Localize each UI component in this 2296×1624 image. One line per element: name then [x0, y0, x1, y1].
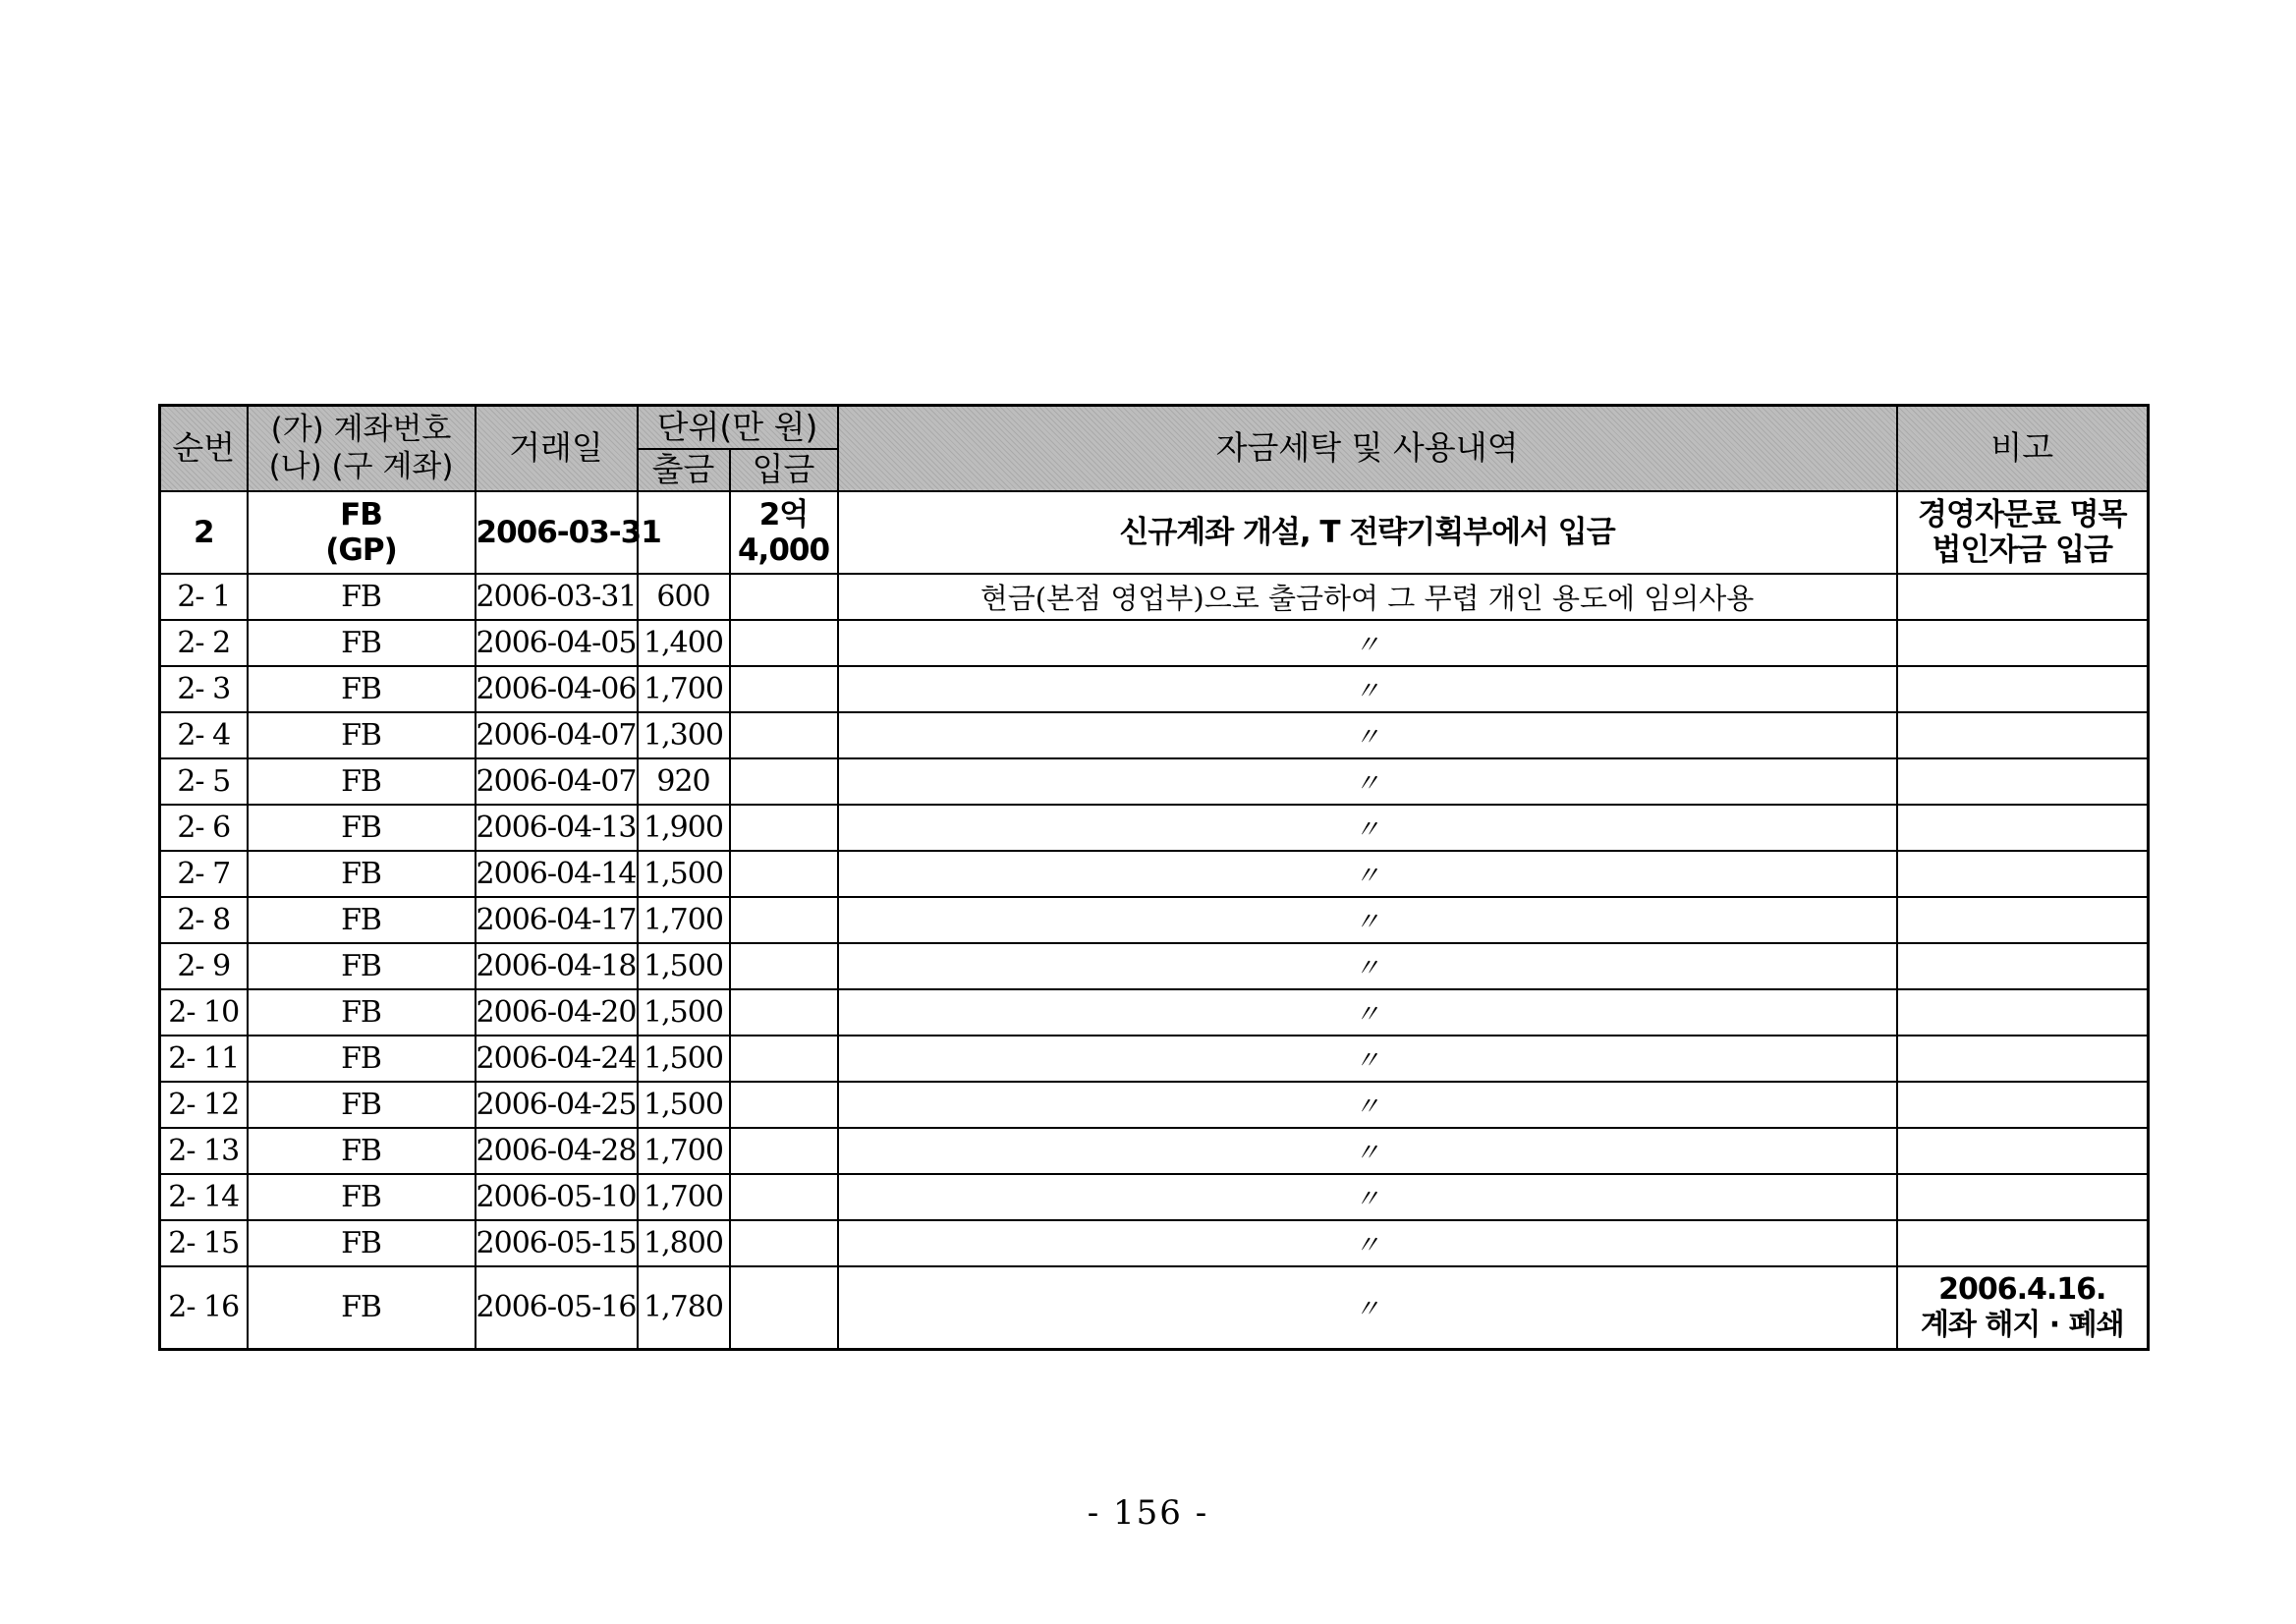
row-date: 2006-04-07 — [476, 758, 638, 805]
row-account: FB — [248, 1082, 476, 1128]
main-note-line1: 경영자문료 명목 — [1918, 496, 2127, 532]
row-note — [1897, 666, 2149, 712]
row-account: FB — [248, 620, 476, 666]
row-note — [1897, 897, 2149, 943]
row-date: 2006-04-14 — [476, 851, 638, 897]
row-note — [1897, 1036, 2149, 1082]
row-note-line2: 계좌 해지 · 폐쇄 — [1920, 1307, 2124, 1342]
row-description — [838, 712, 1897, 758]
row-withdraw: 1,700 — [638, 897, 730, 943]
ditto-mark: 〃 — [1354, 1045, 1380, 1076]
row-withdraw: 1,500 — [638, 851, 730, 897]
row-note — [1897, 1220, 2149, 1266]
main-date: 2006-03-31 — [476, 491, 638, 574]
row-note — [1897, 712, 2149, 758]
main-row — [160, 491, 2149, 574]
row-seq: 2- 5 — [160, 758, 248, 805]
row-description — [838, 1174, 1897, 1220]
row-date: 2006-04-05 — [476, 620, 638, 666]
row-description — [838, 1036, 1897, 1082]
row-withdraw: 1,780 — [638, 1266, 730, 1350]
row-seq: 2- 4 — [160, 712, 248, 758]
row-withdraw: 1,700 — [638, 1128, 730, 1174]
row-seq: 2- 14 — [160, 1174, 248, 1220]
table-row — [160, 712, 2149, 758]
row-seq: 2- 8 — [160, 897, 248, 943]
row-note — [1897, 574, 2149, 620]
row-withdraw: 1,800 — [638, 1220, 730, 1266]
ditto-mark: 〃 — [1354, 999, 1380, 1030]
row-description — [838, 897, 1897, 943]
row-date: 2006-05-16 — [476, 1266, 638, 1350]
row-seq: 2- 13 — [160, 1128, 248, 1174]
row-note — [1897, 989, 2149, 1036]
row-date: 2006-05-10 — [476, 1174, 638, 1220]
row-date: 2006-04-13 — [476, 805, 638, 851]
ditto-mark: 〃 — [1354, 1138, 1380, 1168]
row-withdraw: 1,900 — [638, 805, 730, 851]
table-row — [160, 1220, 2149, 1266]
row-account: FB — [248, 897, 476, 943]
row-date: 2006-04-24 — [476, 1036, 638, 1082]
row-note — [1897, 1082, 2149, 1128]
row-description — [838, 851, 1897, 897]
table-row — [160, 1174, 2149, 1220]
row-note — [1897, 1174, 2149, 1220]
header-account-line1: (가) 계좌번호 — [270, 412, 452, 448]
row-note — [1897, 758, 2149, 805]
row-deposit — [730, 620, 838, 666]
row-account: FB — [248, 574, 476, 620]
row-note — [1897, 805, 2149, 851]
row-account: FB — [248, 712, 476, 758]
row-description — [838, 758, 1897, 805]
main-deposit-line2: 4,000 — [737, 532, 830, 568]
table-row — [160, 943, 2149, 989]
row-description — [838, 1220, 1897, 1266]
ditto-mark: 〃 — [1354, 814, 1380, 845]
ditto-mark: 〃 — [1354, 907, 1380, 937]
row-withdraw: 1,300 — [638, 712, 730, 758]
row-account: FB — [248, 1174, 476, 1220]
table-row — [160, 805, 2149, 851]
row-deposit — [730, 1082, 838, 1128]
main-note-line2: 법인자금 입금 — [1932, 532, 2112, 568]
row-deposit — [730, 758, 838, 805]
row-withdraw: 920 — [638, 758, 730, 805]
row-deposit — [730, 666, 838, 712]
ditto-mark: 〃 — [1354, 768, 1380, 799]
row-withdraw: 1,500 — [638, 943, 730, 989]
row-account: FB — [248, 943, 476, 989]
header-account — [248, 406, 476, 491]
row-description — [838, 620, 1897, 666]
row-deposit — [730, 897, 838, 943]
header-date: 거래일 — [476, 406, 638, 491]
row-seq: 2- 15 — [160, 1220, 248, 1266]
row-date: 2006-04-06 — [476, 666, 638, 712]
main-seq: 2 — [160, 491, 248, 574]
row-withdraw: 1,700 — [638, 666, 730, 712]
row-date: 2006-03-31 — [476, 574, 638, 620]
row-description — [838, 1082, 1897, 1128]
row-seq: 2- 11 — [160, 1036, 248, 1082]
row-seq: 2- 12 — [160, 1082, 248, 1128]
row-seq: 2- 2 — [160, 620, 248, 666]
row-seq: 2- 6 — [160, 805, 248, 851]
row-seq: 2- 3 — [160, 666, 248, 712]
table-row — [160, 1266, 2149, 1350]
table-row — [160, 666, 2149, 712]
row-date: 2006-04-18 — [476, 943, 638, 989]
row-note — [1897, 1128, 2149, 1174]
main-note — [1897, 491, 2149, 574]
row-deposit — [730, 1266, 838, 1350]
row-description — [838, 989, 1897, 1036]
row-deposit — [730, 989, 838, 1036]
row-seq: 2- 9 — [160, 943, 248, 989]
table-row — [160, 851, 2149, 897]
row-seq: 2- 16 — [160, 1266, 248, 1350]
row-deposit — [730, 1128, 838, 1174]
row-withdraw: 1,400 — [638, 620, 730, 666]
row-date: 2006-04-17 — [476, 897, 638, 943]
row-deposit — [730, 943, 838, 989]
row-withdraw: 600 — [638, 574, 730, 620]
row-date: 2006-05-15 — [476, 1220, 638, 1266]
row-deposit — [730, 574, 838, 620]
row-deposit — [730, 1220, 838, 1266]
row-note — [1897, 851, 2149, 897]
row-deposit — [730, 1036, 838, 1082]
ditto-mark: 〃 — [1354, 1230, 1380, 1260]
row-account: FB — [248, 805, 476, 851]
ditto-mark: 〃 — [1354, 1184, 1380, 1214]
row-seq: 2- 10 — [160, 989, 248, 1036]
row-note — [1897, 620, 2149, 666]
ditto-mark: 〃 — [1354, 1092, 1380, 1122]
main-deposit — [730, 491, 838, 574]
table-row — [160, 1128, 2149, 1174]
row-deposit — [730, 1174, 838, 1220]
ditto-mark: 〃 — [1354, 1295, 1380, 1324]
ditto-mark: 〃 — [1354, 676, 1380, 706]
row-description — [838, 1266, 1897, 1350]
header-deposit: 입금 — [730, 449, 838, 491]
row-withdraw: 1,500 — [638, 989, 730, 1036]
row-description — [838, 943, 1897, 989]
ditto-mark: 〃 — [1354, 630, 1380, 660]
header-seq: 순번 — [160, 406, 248, 491]
row-withdraw: 1,500 — [638, 1036, 730, 1082]
table-row — [160, 574, 2149, 620]
header-account-line2: (나) (구 계좌) — [268, 449, 454, 485]
row-note — [1897, 1266, 2149, 1350]
row-account: FB — [248, 666, 476, 712]
row-account: FB — [248, 1266, 476, 1350]
table-row — [160, 897, 2149, 943]
table-row — [160, 758, 2149, 805]
table-row — [160, 989, 2149, 1036]
row-note-line1: 2006.4.16. — [1938, 1271, 2106, 1307]
row-description — [838, 666, 1897, 712]
row-seq: 2- 7 — [160, 851, 248, 897]
row-deposit — [730, 712, 838, 758]
row-date: 2006-04-07 — [476, 712, 638, 758]
row-note — [1897, 943, 2149, 989]
row-account: FB — [248, 851, 476, 897]
header-description: 자금세탁 및 사용내역 — [838, 406, 1897, 491]
row-date: 2006-04-28 — [476, 1128, 638, 1174]
row-deposit — [730, 851, 838, 897]
row-account: FB — [248, 758, 476, 805]
row-withdraw: 1,500 — [638, 1082, 730, 1128]
transaction-table — [158, 404, 2150, 1351]
main-deposit-line1: 2억 — [758, 496, 809, 532]
row-description — [838, 1128, 1897, 1174]
row-account: FB — [248, 1220, 476, 1266]
table-row — [160, 1036, 2149, 1082]
row-account: FB — [248, 989, 476, 1036]
row-account: FB — [248, 1128, 476, 1174]
ditto-mark: 〃 — [1354, 953, 1380, 983]
header-note: 비고 — [1897, 406, 2149, 491]
row-date: 2006-04-25 — [476, 1082, 638, 1128]
row-deposit — [730, 805, 838, 851]
header-unit: 단위(만 원) — [638, 406, 838, 449]
table-row — [160, 620, 2149, 666]
header-withdraw: 출금 — [638, 449, 730, 491]
page-number: - 156 - — [1087, 1493, 1209, 1533]
main-account-line2: (GP) — [325, 532, 397, 568]
row-seq: 2- 1 — [160, 574, 248, 620]
main-account — [248, 491, 476, 574]
ditto-mark: 〃 — [1354, 722, 1380, 753]
table-row — [160, 1082, 2149, 1128]
row-description — [838, 805, 1897, 851]
row-withdraw: 1,700 — [638, 1174, 730, 1220]
main-description: 신규계좌 개설, T 전략기획부에서 입금 — [838, 491, 1897, 574]
row-account: FB — [248, 1036, 476, 1082]
row-description: 현금(본점 영업부)으로 출금하여 그 무렵 개인 용도에 임의사용 — [838, 574, 1897, 620]
row-date: 2006-04-20 — [476, 989, 638, 1036]
main-account-line1: FB — [340, 496, 382, 532]
ditto-mark: 〃 — [1354, 861, 1380, 891]
